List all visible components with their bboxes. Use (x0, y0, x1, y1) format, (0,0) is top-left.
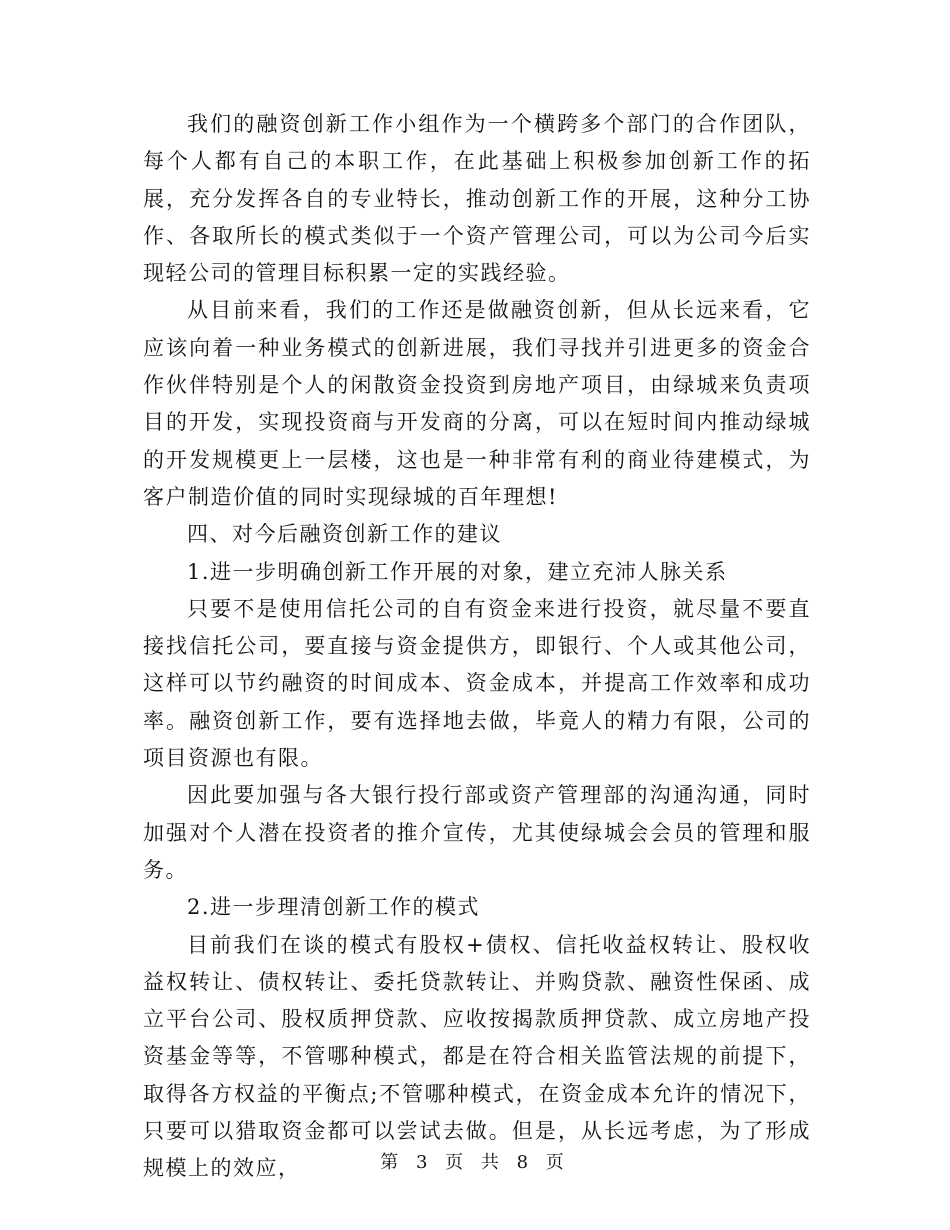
paragraph-business-model-outlook: 从目前来看，我们的工作还是做融资创新，但从长远来看，它应该向着一种业务模式的创新进展，我们寻找并引进更多的资金合作伙伴特别是个人的闲散资金投资到房地产项目，由绿城来负责项目的开发，实现投资商与开发商的分离，可以在短时间内推动绿城的开发规模更上一层楼，这也是一种非常有利的商业待建模式，为客户制造价值的同时实现绿城的百年理想! (143, 298, 811, 509)
subheading-1-clarify-targets: 1.进一步明确创新工作开展的对象，建立充沛人脉关系 (187, 559, 728, 584)
subheading-2-clarify-models: 2.进一步理清创新工作的模式 (187, 895, 481, 920)
document-body (143, 106, 811, 1188)
paragraph-bank-communication: 因此要加强与各大银行投行部或资产管理部的沟通沟通，同时加强对个人潜在投资者的推介宣传，尤其使绿城会会员的管理和服务。 (143, 783, 811, 882)
page-number-footer: 第 3 页 共 8 页 (380, 1152, 570, 1173)
paragraph-team-collaboration: 我们的融资创新工作小组作为一个横跨多个部门的合作团队，每个人都有自己的本职工作，在此基础上积极参加创新工作的拓展，充分发挥各自的专业特长，推动创新工作的开展，这种分工协作、各取所长的模式类似于一个资产管理公司，可以为公司今后实现轻公司的管理目标积累一定的实践经验。 (143, 112, 811, 286)
paragraph-direct-funding: 只要不是使用信托公司的自有资金来进行投资，就尽量不要直接找信托公司，要直接与资金提供方，即银行、个人或其他公司，这样可以节约融资的时间成本、资金成本，并提高工作效率和成功率。融资创新工作，要有选择地去做，毕竟人的精力有限，公司的项目资源也有限。 (143, 596, 811, 771)
section-heading-suggestions: 四、对今后融资创新工作的建议 (187, 522, 502, 547)
paragraph-current-models: 目前我们在谈的模式有股权+债权、信托收益权转让、股权收益权转让、债权转让、委托贷款转让、并购贷款、融资性保函、成立平台公司、股权质押贷款、应收按揭款质押贷款、成立房地产投资基金等等，不管哪种模式，都是在符合相关监管法规的前提下，取得各方权益的平衡点;不管哪种模式，在资金成本允许的情况下，只要可以猎取资金都可以尝试去做。但是，从长远考虑，为了形成规模上的效应， (143, 932, 811, 1181)
